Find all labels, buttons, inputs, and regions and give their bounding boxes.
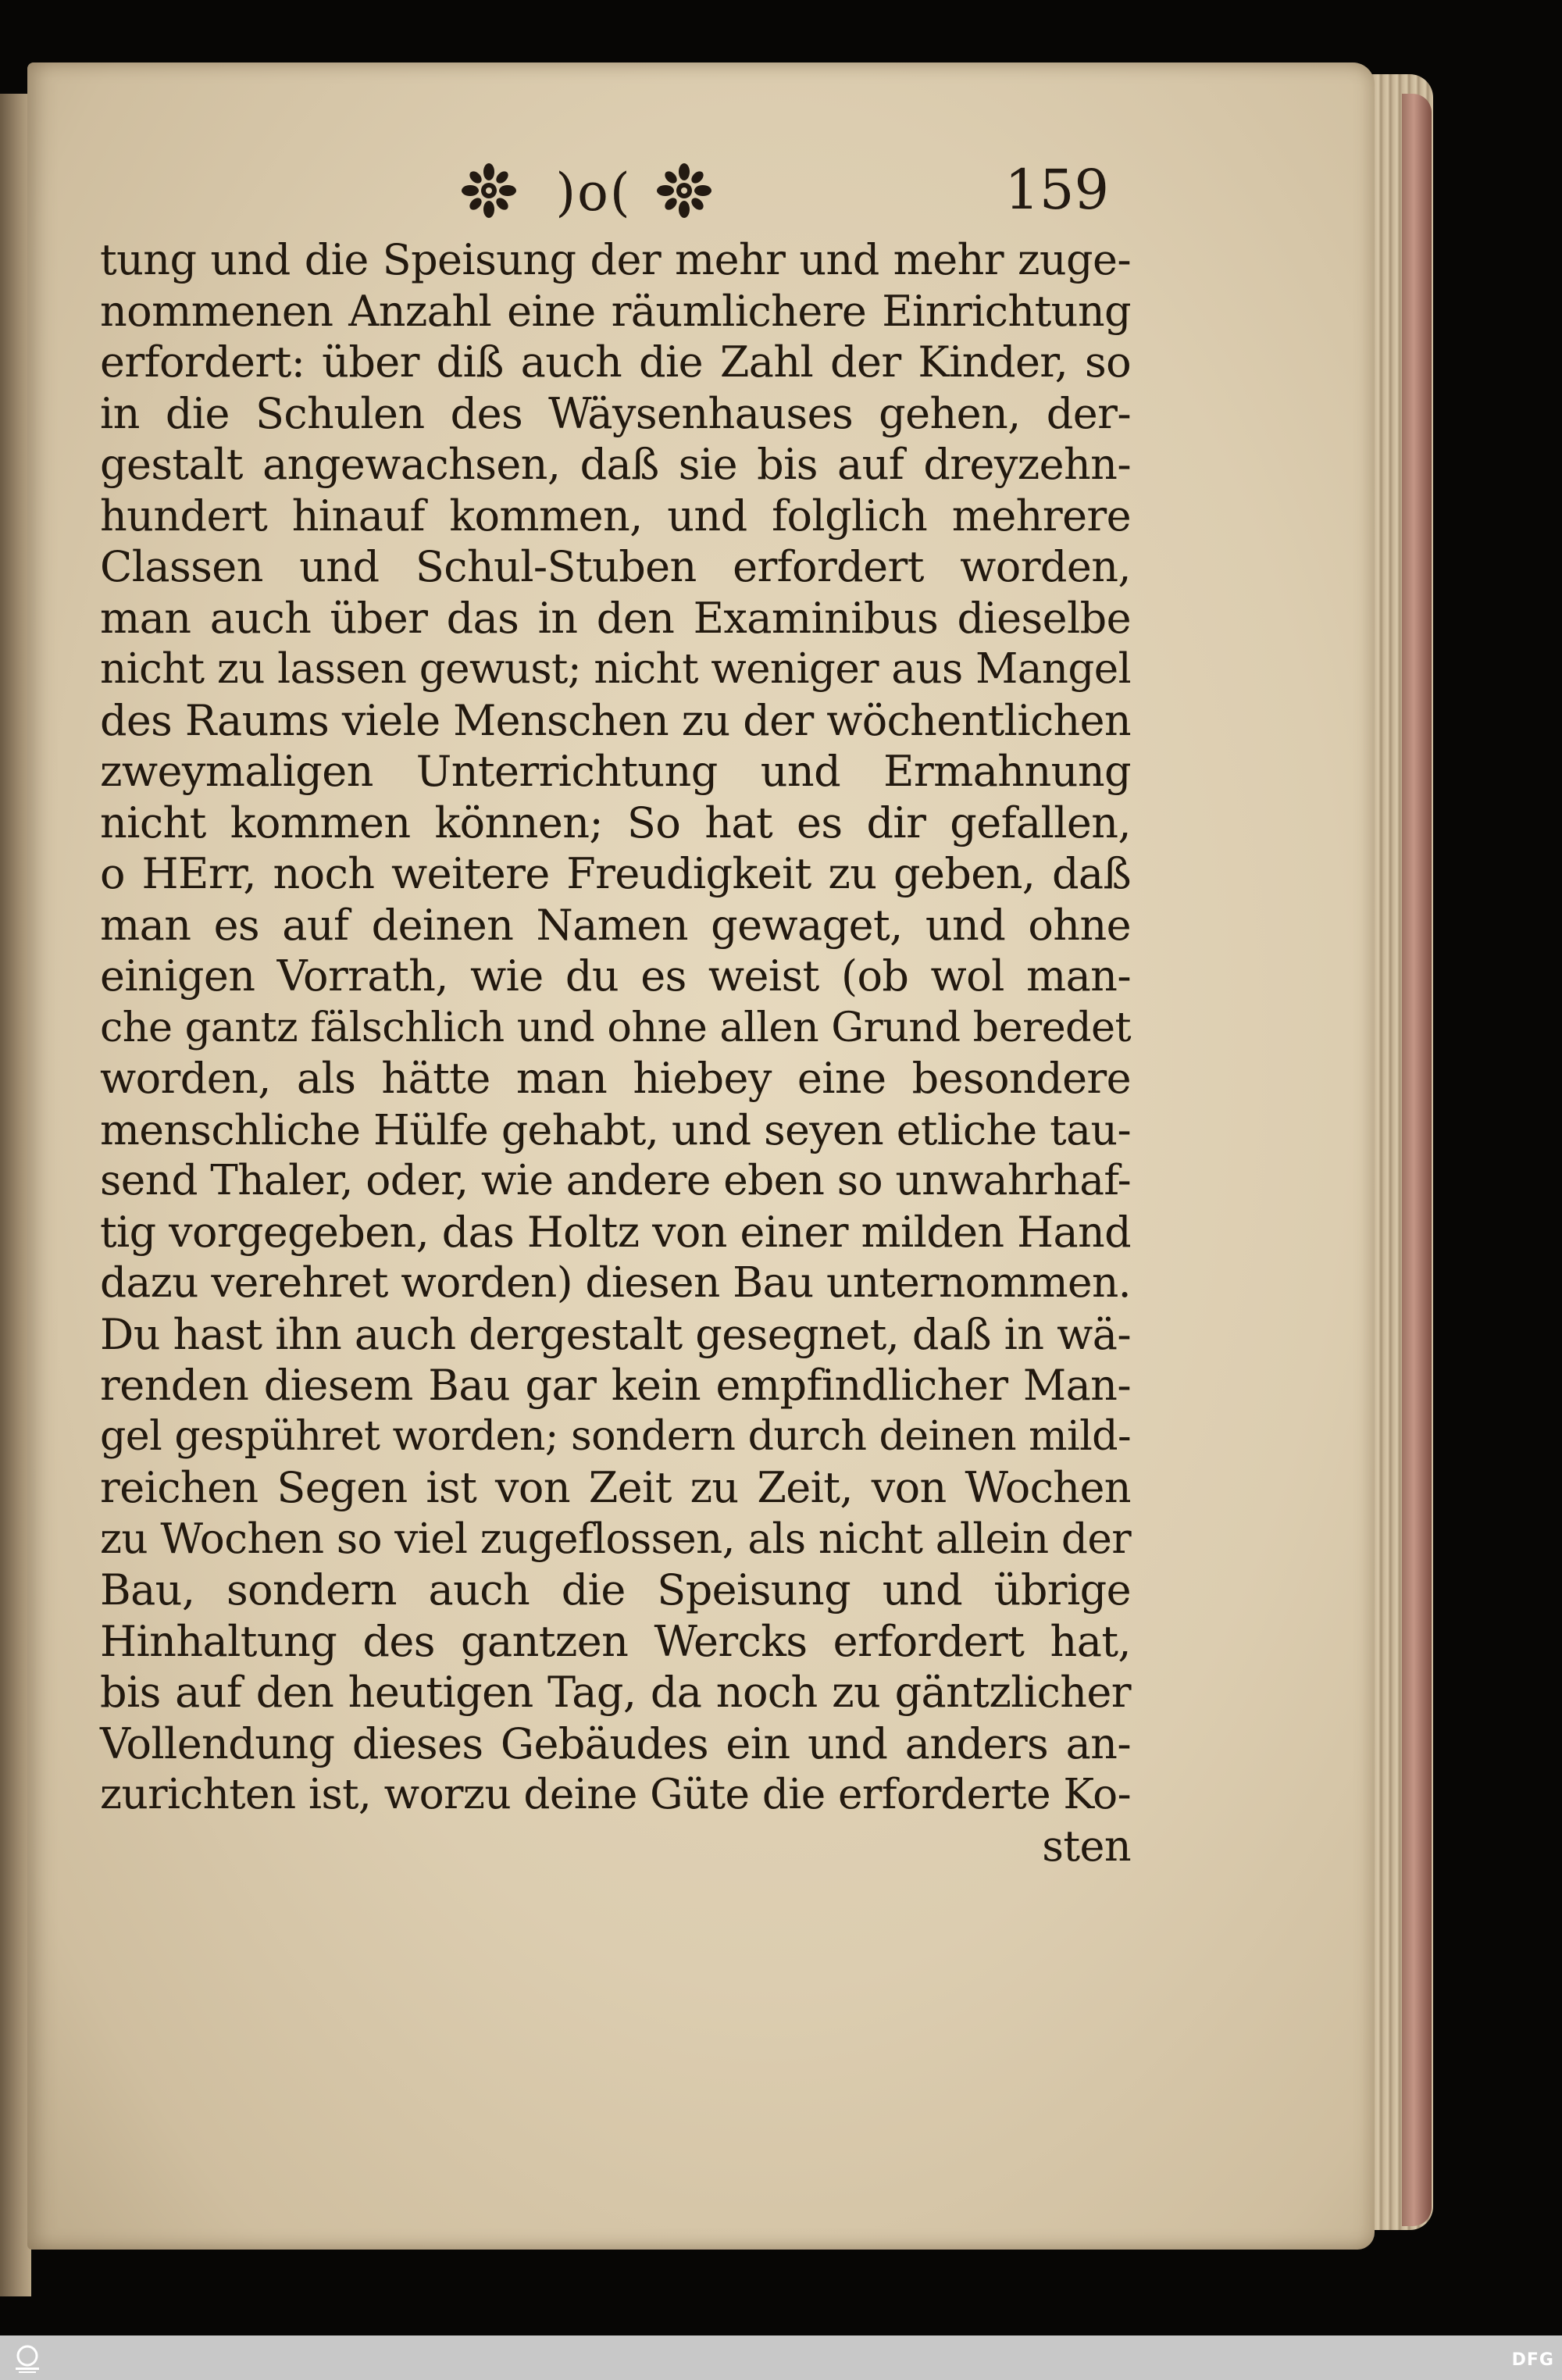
- text-line: zu Wochen so viel zugeflossen, als nicht allein der: [100, 1514, 1131, 1563]
- text-line: worden, als hätte man hiebey eine besondere: [100, 1054, 1131, 1103]
- floral-ornament-icon: [461, 162, 517, 219]
- text-line: tig vorgegeben, das Holtz von einer milden Hand: [100, 1207, 1131, 1257]
- text-line: zurichten ist, worzu deine Güte die erforderte Ko-: [100, 1770, 1131, 1818]
- text-line: bis auf den heutigen Tag, da noch zu gäntzlicher: [100, 1668, 1131, 1717]
- text-line: nommenen Anzahl eine räumlichere Einrichtung: [100, 286, 1131, 336]
- header-mark: )o(: [555, 162, 632, 223]
- text-line: che gantz fälschlich und ohne allen Grund beredet: [100, 1003, 1131, 1051]
- text-line: hundert hinauf kommen, und folglich mehrere: [100, 491, 1131, 541]
- text-line: renden diesem Bau gar kein empfindlicher Man-: [100, 1361, 1131, 1410]
- text-line: reichen Segen ist von Zeit zu Zeit, von Wochen: [100, 1463, 1131, 1512]
- text-line: gel gespühret worden; sondern durch deinen mild-: [100, 1412, 1131, 1460]
- library-seal-icon: [11, 2343, 44, 2375]
- text-line: o HErr, noch weitere Freudigkeit zu geben, daß: [100, 849, 1131, 898]
- left-page-edge: [0, 94, 31, 2296]
- text-line: menschliche Hülfe gehabt, und seyen etliche tau-: [100, 1104, 1131, 1154]
- floral-ornament-icon: [656, 162, 712, 219]
- text-line: Bau, sondern auch die Speisung und übrige: [100, 1565, 1131, 1615]
- text-line: einigen Vorrath, wie du es weist (ob wol man-: [100, 951, 1131, 1001]
- dfg-logo: DFG: [1511, 2350, 1554, 2370]
- text-line: Vollendung dieses Gebäudes ein und anders an-: [100, 1718, 1131, 1768]
- catchword: sten: [1042, 1821, 1131, 1871]
- text-line: erfordert: über diß auch die Zahl der Kinder, so: [100, 337, 1131, 387]
- text-line: dazu verehret worden) diesen Bau unternommen.: [100, 1258, 1131, 1307]
- red-edge-binding: [1402, 94, 1432, 2226]
- viewer-footer-strip: [0, 2335, 1562, 2380]
- text-line: des Raums viele Menschen zu der wöchentlichen: [100, 695, 1131, 745]
- text-line: send Thaler, oder, wie andere eben so unwahrhaf-: [100, 1156, 1131, 1204]
- text-line: Classen und Schul-Stuben erfordert worden,: [100, 542, 1131, 591]
- text-line: nicht zu lassen gewust; nicht weniger aus Mangel: [100, 644, 1131, 693]
- text-line: man auch über das in den Examinibus dieselbe: [100, 593, 1131, 643]
- text-line: gestalt angewachsen, daß sie bis auf dreyzehn-: [100, 440, 1131, 489]
- text-line: in die Schulen des Wäysenhauses gehen, der-: [100, 388, 1131, 438]
- text-line: nicht kommen können; So hat es dir gefallen,: [100, 797, 1131, 847]
- text-line: Du hast ihn auch dergestalt gesegnet, daß in wä-: [100, 1309, 1131, 1359]
- text-line: zweymaligen Unterrichtung und Ermahnung: [100, 747, 1131, 796]
- page-number: 159: [1004, 158, 1109, 222]
- body-text: [100, 234, 1131, 1872]
- text-line: tung und die Speisung der mehr und mehr zuge-: [100, 235, 1131, 284]
- text-line: Hinhaltung des gantzen Wercks erfordert hat,: [100, 1616, 1131, 1666]
- text-line: man es auf deinen Namen gewaget, und ohne: [100, 900, 1131, 950]
